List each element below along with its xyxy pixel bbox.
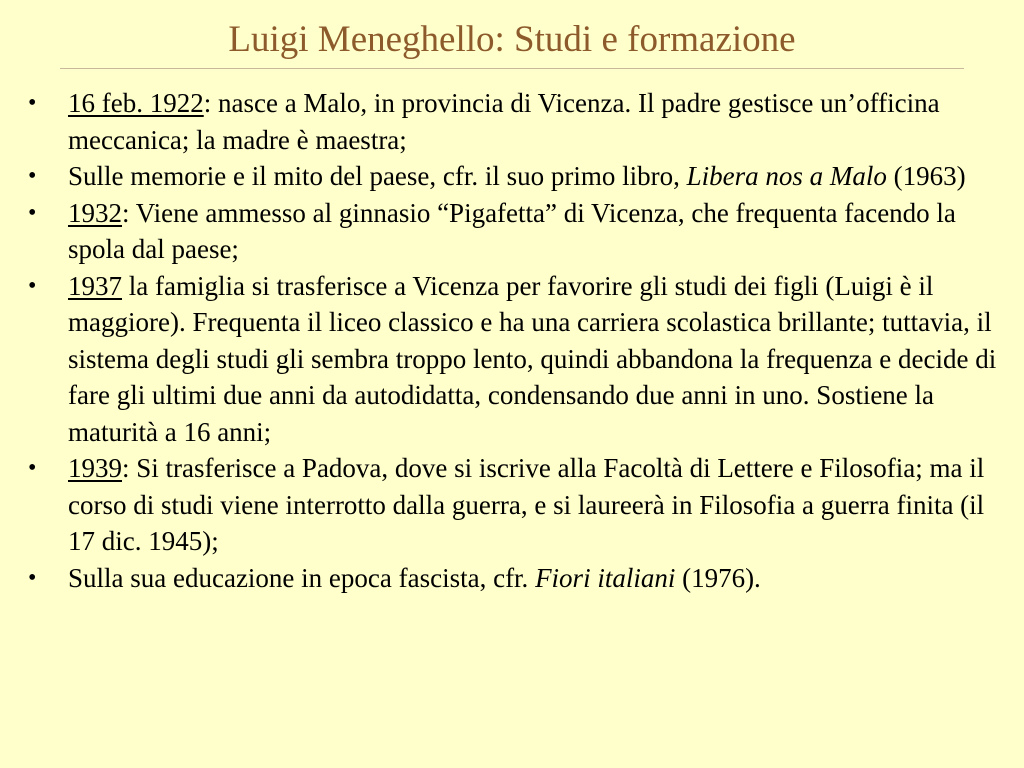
- bullet-item-libera-nos: [28, 158, 1003, 195]
- date-label: 1939: [68, 453, 122, 483]
- bullet-item-1922: [28, 85, 1003, 158]
- bullet-icon: •: [28, 272, 37, 299]
- book-title: Libera nos a Malo: [686, 161, 887, 191]
- slide-title: Luigi Meneghello: Studi e formazione: [228, 19, 796, 60]
- bullet-icon: •: [28, 199, 37, 226]
- bullet-text: : nasce a Malo, in provincia di Vicenza. Il padre gestisce un’officina meccanica; la madre è maestra;: [68, 88, 940, 155]
- date-label: 1932: [68, 197, 122, 228]
- bullet-item-1932: [28, 195, 1003, 268]
- book-title: Fiori italiani: [535, 562, 676, 593]
- date-label: 16 feb. 1922: [68, 88, 204, 118]
- bullet-text: Sulla sua educazione in epoca fascista, cfr.: [68, 562, 536, 593]
- bullet-text-tail: (1976).: [675, 562, 761, 593]
- bullet-text: Sulle memorie e il mito del paese, cfr. il suo primo libro,: [68, 161, 687, 191]
- bullet-icon: •: [28, 564, 37, 591]
- bullet-text: : Viene ammesso al ginnasio “Pigafetta” di Vicenza, che frequenta facendo la spola dal paese;: [68, 197, 956, 264]
- bullet-list: [28, 85, 1003, 596]
- bullet-item-fiori-italiani: [28, 560, 1003, 597]
- bullet-icon: •: [28, 455, 37, 481]
- bullet-item-1939: [28, 450, 1003, 560]
- bullet-text: : Si trasferisce a Padova, dove si iscrive alla Facoltà di Lettere e Filosofia; ma il corso di studi viene interrotto dalla guerra, e si laureerà in Filosofia a guerra finita (il 17 dic. 1945);: [68, 453, 985, 556]
- bullet-item-1937: [28, 268, 1003, 451]
- bullet-text: la famiglia si trasferisce a Vicenza per favorire gli studi dei figli (Luigi è il maggiore). Frequenta il liceo classico e ha una carriera scolastica brillante; tuttavia, il sistema degli studi gli sembra troppo lento, quindi abbandona la frequenza e decide di fare gli ultimi due anni da autodidatta, condensando due anni in uno. Sostiene la maturità a 16 anni;: [68, 270, 997, 447]
- bullet-icon: •: [28, 90, 37, 116]
- bullet-text-tail: (1963): [886, 161, 966, 191]
- title-divider: [60, 68, 964, 69]
- date-label: 1937: [68, 270, 122, 301]
- bullet-icon: •: [28, 163, 37, 189]
